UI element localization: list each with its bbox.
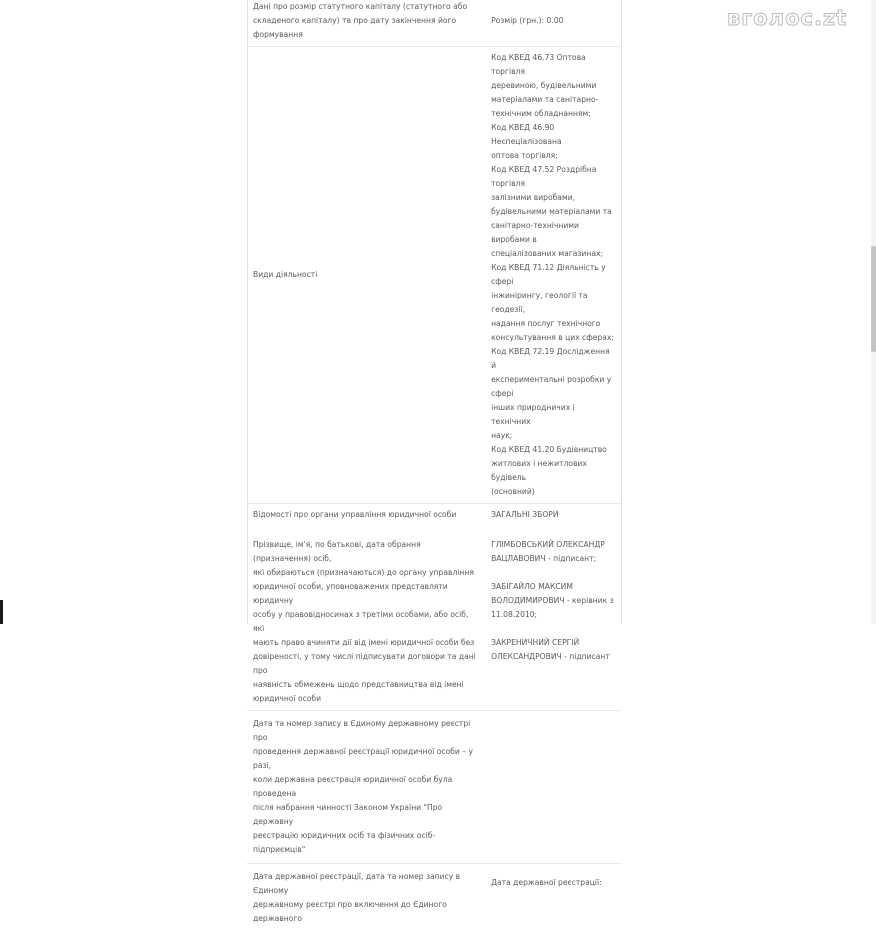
table-row <box>247 0 621 47</box>
text-line: житлових і нежитлових будівель <box>491 457 615 485</box>
scrollbar-track[interactable] <box>871 0 876 624</box>
text-line: мають право вчиняти дії від імені юридичної особи без <box>253 636 479 650</box>
text-line: ЗАКРЕНИЧНИЙ СЕРГІЙ <box>491 636 615 650</box>
table-row <box>247 864 621 930</box>
text-line: особу у правовідносинах з третіми особами, або осіб, які <box>253 608 479 636</box>
text-line: матеріалами та санітарно- <box>491 93 615 107</box>
text-line: санітарно-технічними виробами в <box>491 219 615 247</box>
row-label-governance: Відомості про органи управління юридичної особи <box>247 504 485 529</box>
text-line: державному реєстрі про включення до Єдиного державного <box>253 898 479 926</box>
text-line: консультування в цих сферах; <box>491 331 615 345</box>
text-line: юридичної особи <box>253 692 479 706</box>
text-line: Код КВЕД 46.73 Оптова торгівля <box>491 51 615 79</box>
row-label-capital: Дані про розмір статутного капіталу (статутного або складеного капіталу) та про дату закінчення його формування <box>247 0 485 47</box>
table-row <box>247 528 621 711</box>
text-line: спеціалізованих магазинах; <box>491 247 615 261</box>
text-line: ЗАБІГАЙЛО МАКСИМ <box>491 580 615 594</box>
text-line: реєстрацію юридичних осіб та фізичних осіб-підприємців" <box>253 829 479 857</box>
table-row <box>247 504 621 529</box>
text-line: коли державна реєстрація юридичної особи була проведена <box>253 773 479 801</box>
text-line: ГЛІМБОВСЬКИЙ ОЛЕКСАНДР <box>491 538 615 552</box>
text-line: юридичної особи, уповноважених представляти юридичну <box>253 580 479 608</box>
row-value-persons <box>485 528 621 711</box>
row-value-governance: ЗАГАЛЬНІ ЗБОРИ <box>485 504 621 529</box>
text-line: експериментальні розробки у сфері <box>491 373 615 401</box>
window-edge-marker <box>0 600 3 624</box>
text-line: надання послуг технічного <box>491 317 615 331</box>
text-line: Код КВЕД 47.52 Роздрібна торгівля <box>491 163 615 191</box>
text-line: ВАЦЛАВОВИЧ - підписант; <box>491 552 615 566</box>
person-entry <box>491 580 615 622</box>
text-line: Код КВЕД 71.12 Діяльність у сфері <box>491 261 615 289</box>
row-value-capital: Розмір (грн.): 0.00 <box>485 0 621 47</box>
row-value-record <box>485 711 621 864</box>
text-line: довіреності, у тому числі підписувати договори та дані про <box>253 650 479 678</box>
text-line: ВОЛОДИМИРОВИЧ - керівник з <box>491 594 615 608</box>
text-line: після набрання чинності Законом України "Про державну <box>253 801 479 829</box>
text-line: інших природничих і технічних <box>491 401 615 429</box>
table-row <box>247 711 621 864</box>
text-line: ОЛЕКСАНДРОВИЧ - підписант <box>491 650 615 664</box>
row-value-activities <box>485 47 621 504</box>
text-line: Код КВЕД 41.20 Будівництво <box>491 443 615 457</box>
row-label-state-registration <box>247 864 485 930</box>
person-entry <box>491 636 615 664</box>
text-line: які обираються (призначаються) до органу управління <box>253 566 479 580</box>
row-label-record <box>247 711 485 864</box>
text-line: Код КВЕД 72.19 Дослідження й <box>491 345 615 373</box>
text-line: 11.08.2010; <box>491 608 615 622</box>
entry-gap <box>491 566 615 580</box>
text-line: будівельними матеріалами та <box>491 205 615 219</box>
text-line: технічним обладнанням; <box>491 107 615 121</box>
text-line: (основний) <box>491 485 615 499</box>
table-row <box>247 47 621 504</box>
text-line: Код КВЕД 46.90 Неспеціалізована <box>491 121 615 149</box>
text-line: наук; <box>491 429 615 443</box>
text-line: інжинірингу, геології та геодезії, <box>491 289 615 317</box>
person-entry <box>491 538 615 566</box>
text-line: Дата та номер запису в Єдиному державному реєстрі про <box>253 717 479 745</box>
row-value-state-registration: Дата державної реєстрації: <box>485 864 621 930</box>
text-line: залізними виробами, <box>491 191 615 205</box>
row-label-activities: Види діяльності <box>247 47 485 504</box>
text-line: Прізвище, ім'я, по батькові, дата обрання (призначення) осіб, <box>253 538 479 566</box>
site-logo[interactable]: вголос.zt <box>727 6 847 30</box>
text-line: проведення державної реєстрації юридичної особи – у разі, <box>253 745 479 773</box>
row-label-persons <box>247 528 485 711</box>
text-line: деревиною, будівельними <box>491 79 615 93</box>
text-line: оптова торгівля; <box>491 149 615 163</box>
text-line: Дата державної реєстрації, дата та номер запису в Єдиному <box>253 870 479 898</box>
registry-table <box>247 0 621 930</box>
text-line: наявність обмежень щодо представництва від імені <box>253 678 479 692</box>
scrollbar-thumb[interactable] <box>871 246 876 352</box>
entry-gap <box>491 622 615 636</box>
